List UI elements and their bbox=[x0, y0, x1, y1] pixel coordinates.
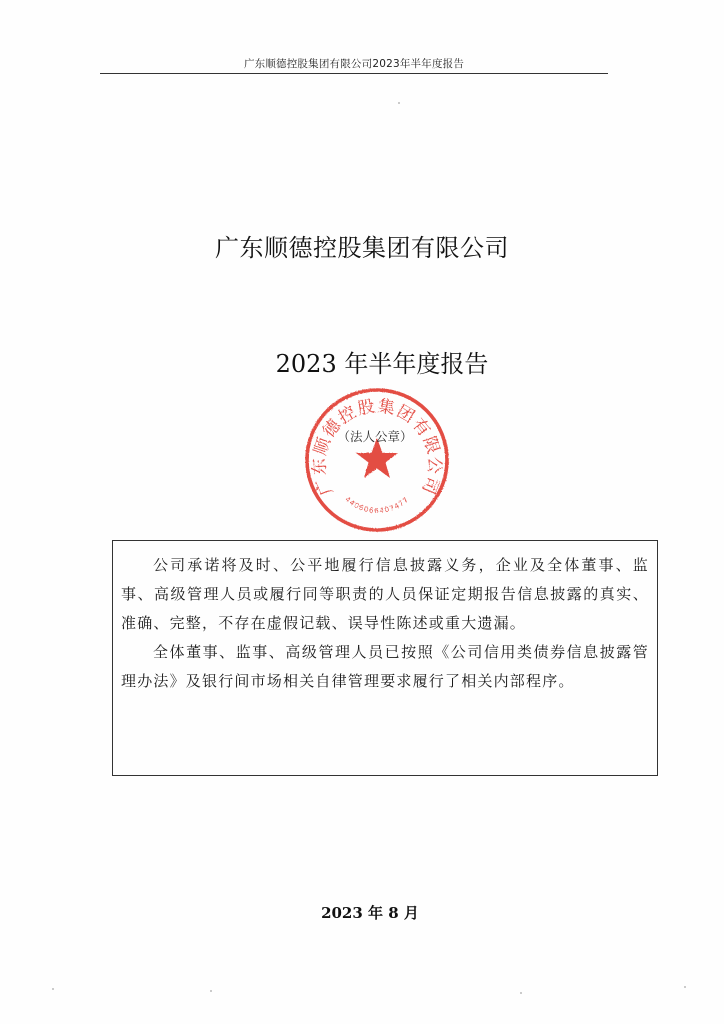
scan-speck bbox=[52, 988, 54, 990]
scan-speck bbox=[520, 992, 522, 994]
statement-paragraph-2: 全体董事、监事、高级管理人员已按照《公司信用类债券信息披露管理办法》及银行间市场相关自律管理要求履行了相关内部程序。 bbox=[121, 643, 649, 690]
statement-paragraph-1: 公司承诺将及时、公平地履行信息披露义务，企业及全体董事、监事、高级管理人员或履行同等职责的人员保证定期报告信息披露的真实、准确、完整，不存在虚假记载、误导性陈述或重大遗漏。 bbox=[121, 556, 649, 632]
header-rule bbox=[100, 73, 608, 74]
report-title: 2023 年半年度报告 bbox=[275, 350, 489, 378]
running-header: 广东顺德控股集团有限公司2023年半年度报告 bbox=[243, 58, 465, 70]
company-seal-icon bbox=[303, 386, 451, 534]
scan-speck bbox=[398, 102, 400, 104]
seal-caption: （法人公章） bbox=[337, 429, 413, 444]
report-date: 2023 年 8 月 bbox=[321, 904, 419, 922]
company-title: 广东顺德控股集团有限公司 bbox=[215, 234, 509, 262]
seal-ring-text: 广东顺德控股集团有限公司 bbox=[309, 396, 445, 499]
statement-box bbox=[112, 540, 658, 776]
seal-serial-text: 4406066407477 bbox=[343, 495, 411, 516]
scan-speck bbox=[684, 986, 686, 988]
scan-speck bbox=[210, 990, 212, 992]
